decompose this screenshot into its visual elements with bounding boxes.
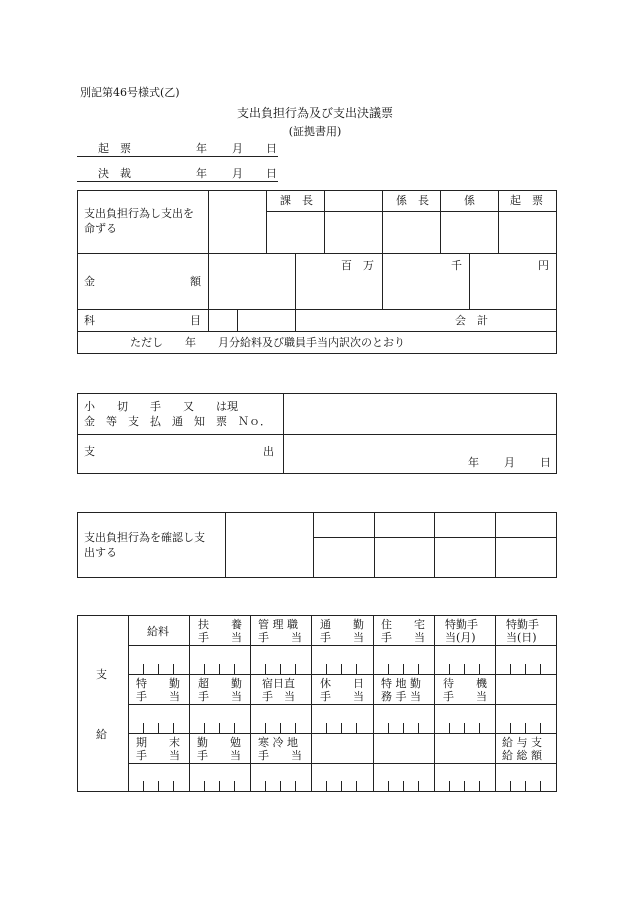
digit-tick (479, 723, 480, 733)
digit-tick (326, 664, 327, 674)
order-text-2: 命ずる (84, 222, 117, 235)
form-number: 別記第46号様式(乙) (80, 86, 180, 99)
digit-tick (341, 664, 342, 674)
digit-tick-group (128, 723, 189, 733)
digit-tick (158, 781, 159, 791)
digit-tick-group (250, 723, 311, 733)
item-kanreichi-1: 寒 冷 地 (258, 736, 298, 749)
account-label-moku: 目 (190, 314, 201, 327)
item-chokin-1: 超 勤 (198, 677, 242, 690)
digit-tick-group (373, 723, 434, 733)
digit-tick-group (250, 781, 311, 791)
amount-label-kin: 金 (84, 275, 95, 288)
digit-tick-group (495, 664, 556, 674)
digit-tick (525, 723, 526, 733)
digit-tick-group (311, 664, 372, 674)
item-kanrishoku-2: 手 当 (258, 631, 302, 644)
digit-tick (234, 664, 235, 674)
digit-tick-group (189, 723, 250, 733)
digit-tick (510, 664, 511, 674)
digit-tick (403, 723, 404, 733)
digit-tick (540, 723, 541, 733)
digit-tick (341, 723, 342, 733)
kihyo-year: 年 (196, 142, 207, 155)
digit-tick (479, 781, 480, 791)
digit-tick (388, 723, 389, 733)
digit-tick (388, 664, 389, 674)
digit-tick (510, 723, 511, 733)
digit-tick (173, 723, 174, 733)
item-kyujitsu-2: 手 当 (320, 690, 364, 703)
item-tokuchikin-2: 務 手 当 (381, 690, 421, 703)
kessai-day: 日 (266, 167, 277, 180)
digit-tick (449, 664, 450, 674)
digit-tick (403, 664, 404, 674)
amount-label-gaku: 額 (190, 275, 201, 288)
digit-tick (464, 723, 465, 733)
digit-tick-group (311, 723, 372, 733)
digit-tick (341, 781, 342, 791)
digit-tick (464, 781, 465, 791)
unit-hyakuman: 百 万 (341, 259, 374, 272)
digit-tick (143, 781, 144, 791)
item-fuyo-2: 手 当 (198, 631, 242, 644)
form-subtitle: (証拠書用) (288, 125, 342, 138)
digit-tick-group (434, 723, 495, 733)
digit-tick (479, 664, 480, 674)
digit-tick-group (250, 664, 311, 674)
kaikei-label: 会 計 (455, 314, 488, 327)
item-soukei-2: 給 総 額 (502, 749, 542, 762)
digit-tick (418, 664, 419, 674)
kihyo-underline (77, 156, 278, 157)
digit-tick (388, 781, 389, 791)
item-taiki-1: 待 機 (443, 677, 487, 690)
digit-tick (356, 781, 357, 791)
side-label-kyu: 給 (96, 728, 107, 741)
item-tsukin-2: 手 当 (320, 631, 364, 644)
confirm-text-2: 出する (84, 546, 117, 559)
digit-tick-group (434, 781, 495, 791)
digit-tick (265, 664, 266, 674)
digit-tick (418, 781, 419, 791)
digit-tick (449, 781, 450, 791)
digit-tick (173, 664, 174, 674)
kihyo-day: 日 (266, 142, 277, 155)
kihyo-month: 月 (232, 142, 243, 155)
digit-tick-group (373, 781, 434, 791)
digit-tick (158, 664, 159, 674)
item-kimatsu-1: 期 末 (136, 736, 180, 749)
item-shukujitsu-2: 手 当 (262, 690, 295, 703)
title-kihyo: 起 票 (510, 194, 543, 207)
item-tokkin-day-2: 当(日) (506, 631, 537, 644)
kessai-year: 年 (196, 167, 207, 180)
digit-tick (449, 723, 450, 733)
digit-tick (326, 781, 327, 791)
digit-tick-group (495, 723, 556, 733)
digit-tick-group (128, 781, 189, 791)
digit-tick (204, 781, 205, 791)
digit-tick-group (311, 781, 372, 791)
digit-tick (234, 781, 235, 791)
item-taiki-2: 手 当 (443, 690, 487, 703)
item-tokkin-1: 特 勤 (136, 677, 180, 690)
digit-tick (540, 781, 541, 791)
digit-tick-group (495, 781, 556, 791)
digit-tick (219, 781, 220, 791)
digit-tick (510, 781, 511, 791)
digit-tick (204, 664, 205, 674)
kihyo-label: 起 票 (98, 142, 131, 155)
item-kanreichi-2: 手 当 (258, 749, 302, 762)
item-tokkin-2: 手 当 (136, 690, 180, 703)
item-jutaku-2: 手 当 (381, 631, 425, 644)
item-kanrishoku-1: 管 理 職 (258, 618, 298, 631)
account-label-ka: 科 (84, 314, 95, 327)
cheque-label-2: 金 等 支 払 通 知 票 Ｎｏ． (84, 415, 271, 428)
digit-tick (540, 664, 541, 674)
kessai-underline (77, 181, 278, 182)
digit-tick-group (434, 664, 495, 674)
item-soukei-1: 給 与 支 (502, 736, 542, 749)
item-tokkin-day-1: 特勤手 (506, 618, 539, 631)
form-title: 支出負担行為及び支出決議票 (236, 106, 393, 120)
digit-tick (158, 723, 159, 733)
digit-tick (295, 723, 296, 733)
item-kimatsu-2: 手 当 (136, 749, 180, 762)
item-tokuchikin-1: 特 地 勤 (381, 677, 421, 690)
item-tsukin-1: 通 勤 (320, 618, 364, 631)
digit-tick-group (373, 664, 434, 674)
unit-en: 円 (538, 259, 549, 272)
shishutsu-shutsu: 出 (263, 445, 274, 458)
digit-tick (219, 723, 220, 733)
digit-tick (280, 664, 281, 674)
digit-tick-group (189, 781, 250, 791)
digit-tick (280, 781, 281, 791)
digit-tick (265, 723, 266, 733)
digit-tick (204, 723, 205, 733)
item-kyujitsu-1: 休 日 (320, 677, 364, 690)
digit-tick-group (128, 664, 189, 674)
title-kacho: 課 長 (280, 194, 313, 207)
payment-day: 日 (540, 456, 551, 469)
digit-tick (356, 664, 357, 674)
digit-tick (219, 664, 220, 674)
digit-tick (464, 664, 465, 674)
title-kakari: 係 (464, 194, 475, 207)
order-text-1: 支出負担行為し支出を (84, 207, 194, 220)
confirm-text-1: 支出負担行為を確認し支 (84, 531, 205, 544)
item-kinben-2: 手 当 (197, 749, 241, 762)
unit-sen: 千 (451, 259, 462, 272)
payment-year: 年 (468, 456, 479, 469)
kessai-month: 月 (232, 167, 243, 180)
digit-tick (143, 664, 144, 674)
title-kakaricho: 係 長 (396, 194, 429, 207)
digit-tick-group (189, 664, 250, 674)
side-label-shi: 支 (96, 668, 107, 681)
digit-tick (143, 723, 144, 733)
item-tokkin-month-1: 特勤手 (445, 618, 478, 631)
digit-tick (280, 723, 281, 733)
digit-tick (418, 723, 419, 733)
item-tokkin-month-2: 当(月) (445, 631, 476, 644)
item-kinben-1: 勤 勉 (197, 736, 241, 749)
kessai-label: 決 裁 (98, 167, 131, 180)
digit-tick (326, 723, 327, 733)
digit-tick (173, 781, 174, 791)
item-kyuryo: 給料 (147, 625, 169, 638)
proviso-text: ただし 年 月分給料及び職員手当内訳次のとおり (130, 336, 405, 349)
item-jutaku-1: 住 宅 (381, 618, 425, 631)
digit-tick (403, 781, 404, 791)
digit-tick (265, 781, 266, 791)
cheque-label-1: 小 切 手 又 は現 (84, 400, 238, 413)
digit-tick (525, 781, 526, 791)
digit-tick (356, 723, 357, 733)
item-chokin-2: 手 当 (198, 690, 242, 703)
digit-tick (295, 781, 296, 791)
item-fuyo-1: 扶 養 (198, 618, 242, 631)
payment-month: 月 (504, 456, 515, 469)
digit-tick (234, 723, 235, 733)
item-shukujitsu-1: 宿日直 (262, 677, 295, 690)
shishutsu-shi: 支 (84, 445, 95, 458)
digit-tick (525, 664, 526, 674)
digit-tick (295, 664, 296, 674)
